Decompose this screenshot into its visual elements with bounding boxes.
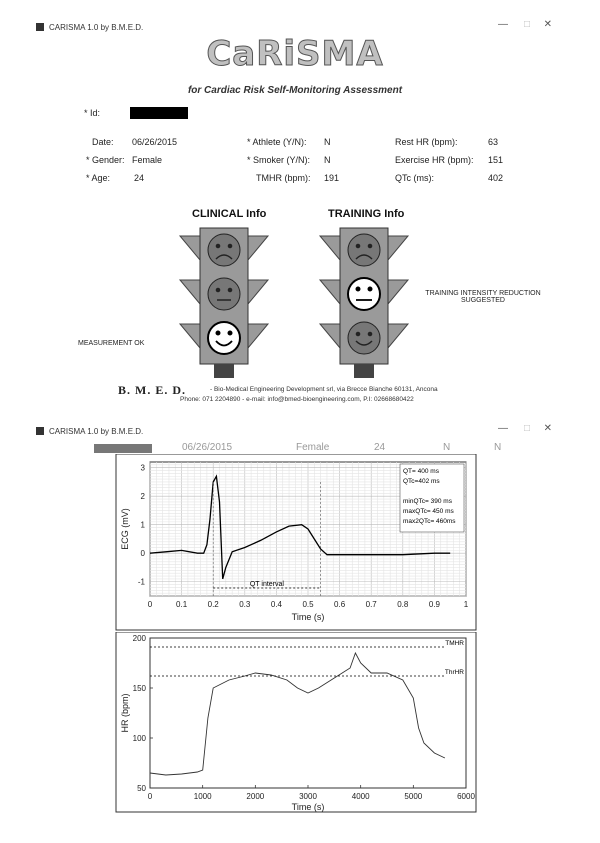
id-bar-redacted	[94, 444, 152, 453]
training-light-top	[348, 234, 380, 266]
ecg-x-tick-label: 0.7	[365, 600, 377, 609]
training-traffic-light	[316, 224, 412, 380]
hr-plot-area	[150, 638, 466, 788]
ecg-y-tick-label: 3	[140, 463, 145, 473]
minimize-icon-2[interactable]: —	[498, 423, 508, 434]
ecg-legend-line: minQTc= 390 ms	[403, 498, 452, 505]
chart-window	[30, 422, 560, 814]
date-label: Date:	[92, 137, 114, 147]
hr-x-tick-label: 3000	[299, 792, 317, 801]
title-bar-2	[30, 422, 560, 440]
tmhr-value[interactable]: 191	[324, 173, 340, 183]
ecg-chart	[30, 454, 560, 632]
qtc-value[interactable]: 402	[488, 173, 504, 183]
training-light-middle	[348, 278, 380, 310]
athlete-label: * Athlete (Y/N):	[247, 137, 307, 147]
hr-x-axis-label: Time (s)	[291, 802, 325, 812]
ecg-y-tick-label: 2	[140, 492, 145, 502]
ecg-y-tick-label: 1	[140, 520, 145, 530]
date-value[interactable]: 06/26/2015	[132, 137, 178, 147]
ecg-x-tick-label: 0	[147, 600, 153, 609]
qtc-label: QTc (ms):	[395, 173, 434, 183]
hr-y-tick-label: 150	[132, 684, 146, 693]
hr-y-tick-label: 50	[137, 784, 146, 793]
header-age: 24	[374, 442, 386, 453]
clinical-light-middle	[208, 278, 240, 310]
window-title: CARISMA 1.0 by B.M.E.D.	[49, 22, 144, 32]
hr-x-tick-label: 2000	[246, 792, 265, 801]
window-title-2: CARISMA 1.0 by B.M.E.D.	[49, 426, 144, 436]
ecg-y-tick-label: 0	[140, 549, 145, 559]
main-window	[30, 18, 560, 410]
maximize-icon[interactable]: □	[523, 19, 530, 30]
gender-label: * Gender:	[86, 155, 125, 165]
smoker-label: * Smoker (Y/N):	[247, 155, 311, 165]
age-value[interactable]: 24	[134, 173, 145, 183]
qt-interval-label: QT interval	[249, 581, 284, 588]
hr-x-tick-label: 4000	[351, 792, 370, 801]
ecg-x-tick-label: 0.9	[428, 600, 440, 609]
header-smoker: N	[494, 442, 502, 453]
training-info-title: TRAINING Info	[328, 208, 405, 220]
app-icon-2	[36, 427, 44, 435]
rest-hr-label: Rest HR (bpm):	[395, 137, 458, 147]
hr-y-tick-label: 100	[132, 734, 146, 743]
app-logo: CaRiSMA	[206, 34, 384, 74]
header-date: 06/26/2015	[182, 442, 233, 453]
close-icon-2[interactable]: ✕	[543, 423, 552, 434]
id-label: * Id:	[84, 108, 101, 118]
clinical-light-bottom	[208, 322, 240, 354]
footer-logo: B. M. E. D.	[118, 383, 186, 397]
clinical-light-top	[208, 234, 240, 266]
training-status-note: TRAINING INTENSITY REDUCTION SUGGESTED	[425, 290, 541, 304]
app-icon	[36, 23, 44, 31]
exercise-hr-value[interactable]: 151	[488, 155, 504, 165]
exercise-hr-label: Exercise HR (bpm):	[395, 155, 474, 165]
clinical-status-note: MEASUREMENT OK	[78, 340, 145, 347]
hr-x-tick-label: 1000	[193, 792, 212, 801]
hr-x-tick-label: 0	[147, 792, 153, 801]
hr-y-tick-label: 200	[132, 634, 146, 643]
ecg-x-tick-label: 0.6	[334, 600, 346, 609]
ecg-x-tick-label: 0.2	[207, 600, 219, 609]
ecg-legend-line: QT= 400 ms	[403, 468, 439, 475]
id-value-redacted[interactable]	[130, 107, 188, 119]
hr-y-axis-label: HR (bpm)	[120, 693, 130, 733]
hr-x-tick-label: 5000	[404, 792, 423, 801]
close-icon[interactable]: ✕	[543, 19, 552, 30]
ecg-x-tick-label: 0.4	[270, 600, 282, 609]
hr-x-tick-label: 6000	[457, 792, 475, 801]
ecg-x-tick-label: 0.3	[239, 600, 251, 609]
ecg-x-tick-label: 0.1	[176, 600, 188, 609]
ecg-x-axis-label: Time (s)	[291, 612, 325, 622]
footer-address: - Bio-Medical Engineering Development srl, via Brecce Bianche 60131, Ancona	[210, 386, 438, 393]
header-gender: Female	[296, 442, 330, 453]
rest-hr-value[interactable]: 63	[488, 137, 499, 147]
maximize-icon-2[interactable]: □	[523, 423, 530, 434]
gender-value[interactable]: Female	[132, 155, 163, 165]
ecg-y-tick-label: -1	[137, 577, 145, 587]
thrhr-line-label: ThrHR	[444, 669, 464, 676]
ecg-y-axis-label: ECG (mV)	[120, 508, 130, 550]
age-label: * Age:	[86, 173, 111, 183]
smoker-value[interactable]: N	[324, 155, 331, 165]
ecg-x-tick-label: 0.5	[302, 600, 314, 609]
header-athlete: N	[443, 442, 451, 453]
tmhr-label: TMHR (bpm):	[256, 173, 311, 183]
app-subtitle: for Cardiac Risk Self-Monitoring Assessment	[187, 85, 403, 96]
ecg-legend-line: max2QTc= 460ms	[403, 518, 456, 525]
training-light-bottom	[348, 322, 380, 354]
ecg-x-tick-label: 0.8	[397, 600, 409, 609]
ecg-legend-line: maxQTc= 450 ms	[403, 508, 454, 515]
tmhr-line-label: TMHR	[445, 640, 464, 647]
clinical-traffic-light	[176, 224, 272, 380]
hr-chart	[30, 632, 560, 814]
minimize-icon[interactable]: —	[498, 19, 508, 30]
footer-contact: Phone: 071 2204890 - e-mail: info@bmed-bioengineering.com, P.I: 02668680422	[180, 396, 414, 403]
ecg-x-tick-label: 1	[463, 600, 469, 609]
ecg-legend-line: QTc=402 ms	[403, 478, 440, 485]
clinical-info-title: CLINICAL Info	[192, 208, 267, 220]
athlete-value[interactable]: N	[324, 137, 331, 147]
